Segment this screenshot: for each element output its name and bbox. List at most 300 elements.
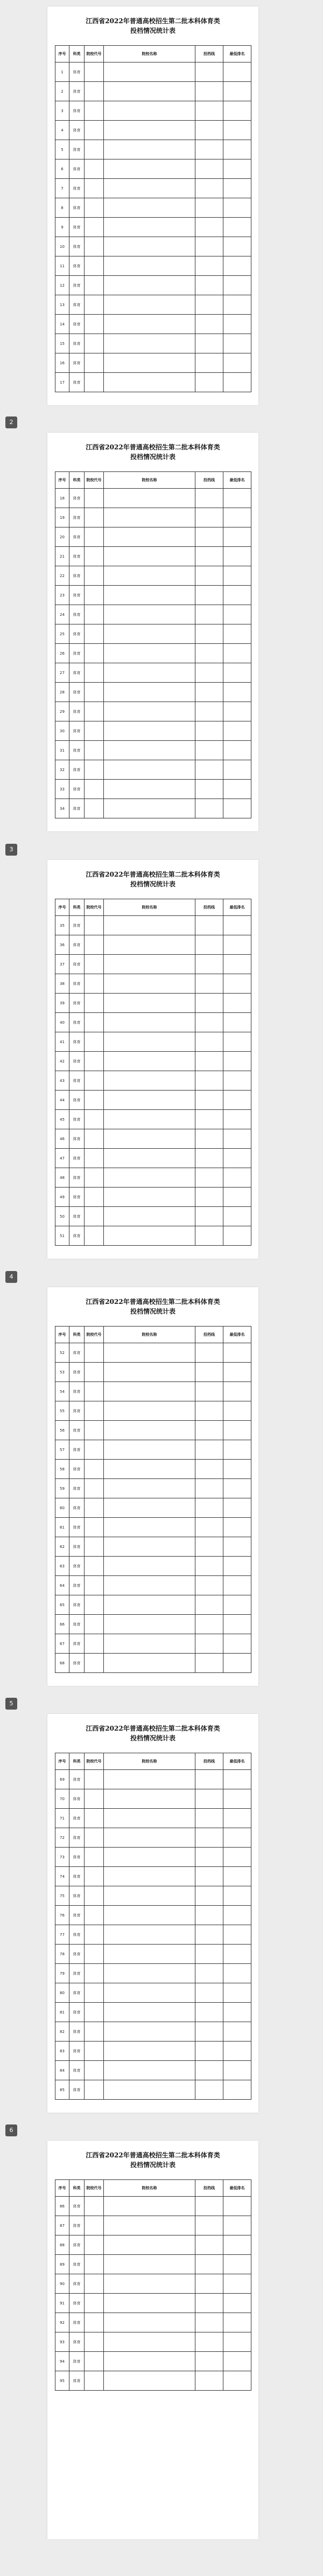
row-score: [195, 1615, 223, 1634]
row-category: 体育: [69, 1363, 85, 1382]
row-category: 体育: [69, 1770, 85, 1789]
title-line-1: 江西省2022年普通高校招生第二批本科体育类: [86, 871, 220, 878]
row-school-name: [104, 1789, 195, 1809]
header-score: 投档线: [195, 2180, 223, 2197]
document-page: [47, 433, 258, 831]
header-category: 科类: [69, 46, 85, 63]
page-number-badge: 5: [5, 1698, 17, 1710]
document-page: [47, 1287, 258, 1686]
row-rank: [223, 1421, 251, 1440]
row-school-name: [104, 994, 195, 1013]
row-school-name: [104, 2042, 195, 2061]
row-score: [195, 489, 223, 508]
row-seq: 90: [55, 2274, 69, 2294]
row-score: [195, 353, 223, 373]
row-seq: 75: [55, 1886, 69, 1906]
admission-table: [55, 899, 251, 1246]
header-score: 投档线: [195, 472, 223, 489]
table-row: [55, 2274, 251, 2294]
row-school-name: [104, 1615, 195, 1634]
row-school-name: [104, 1129, 195, 1149]
table-row: [55, 237, 251, 256]
table-row: [55, 1867, 251, 1886]
row-rank: [223, 2274, 251, 2294]
row-school-name: [104, 121, 195, 140]
row-code: [85, 624, 104, 644]
row-rank: [223, 179, 251, 198]
row-category: 体育: [69, 1149, 85, 1168]
row-rank: [223, 198, 251, 218]
row-category: 体育: [69, 140, 85, 159]
row-seq: 43: [55, 1071, 69, 1091]
row-seq: 82: [55, 2022, 69, 2042]
row-code: [85, 1848, 104, 1867]
header-code: 院校代号: [85, 899, 104, 916]
row-seq: 22: [55, 566, 69, 586]
row-category: 体育: [69, 1557, 85, 1576]
row-seq: 78: [55, 1945, 69, 1964]
row-code: [85, 159, 104, 179]
table-row: [55, 353, 251, 373]
row-score: [195, 1925, 223, 1945]
row-score: [195, 702, 223, 721]
page-title: [47, 442, 258, 462]
row-score: [195, 1479, 223, 1498]
table-row: [55, 1983, 251, 2003]
row-school-name: [104, 1557, 195, 1576]
table-row: [55, 721, 251, 741]
row-category: 体育: [69, 663, 85, 683]
header-seq: 序号: [55, 1327, 69, 1343]
row-school-name: [104, 605, 195, 624]
row-category: 体育: [69, 1809, 85, 1828]
row-score: [195, 2332, 223, 2352]
row-seq: 41: [55, 1032, 69, 1052]
row-school-name: [104, 1886, 195, 1906]
row-seq: 1: [55, 63, 69, 82]
row-school-name: [104, 1498, 195, 1518]
row-rank: [223, 2042, 251, 2061]
row-school-name: [104, 1925, 195, 1945]
row-score: [195, 276, 223, 295]
table-row: [55, 527, 251, 547]
header-code: 院校代号: [85, 2180, 104, 2197]
row-code: [85, 2080, 104, 2100]
table-row: [55, 644, 251, 663]
table-row: [55, 1188, 251, 1207]
row-score: [195, 1576, 223, 1595]
title-line-1: 江西省2022年普通高校招生第二批本科体育类: [86, 2151, 220, 2159]
row-school-name: [104, 1479, 195, 1498]
header-name: 院校名称: [104, 1327, 195, 1343]
row-category: 体育: [69, 547, 85, 566]
row-category: 体育: [69, 2313, 85, 2332]
row-rank: [223, 2352, 251, 2371]
row-code: [85, 2255, 104, 2274]
row-score: [195, 373, 223, 392]
row-rank: [223, 2313, 251, 2332]
row-code: [85, 1188, 104, 1207]
row-rank: [223, 566, 251, 586]
row-rank: [223, 1168, 251, 1188]
row-school-name: [104, 237, 195, 256]
row-category: 体育: [69, 780, 85, 799]
row-seq: 29: [55, 702, 69, 721]
row-category: 体育: [69, 586, 85, 605]
row-code: [85, 121, 104, 140]
table-row: [55, 605, 251, 624]
row-seq: 81: [55, 2003, 69, 2022]
title-line-1: 江西省2022年普通高校招生第二批本科体育类: [86, 1725, 220, 1732]
row-seq: 48: [55, 1168, 69, 1188]
admission-table: [55, 471, 251, 818]
row-category: 体育: [69, 179, 85, 198]
row-seq: 2: [55, 82, 69, 101]
row-seq: 83: [55, 2042, 69, 2061]
row-score: [195, 237, 223, 256]
row-code: [85, 276, 104, 295]
row-category: 体育: [69, 2022, 85, 2042]
row-rank: [223, 1013, 251, 1032]
row-rank: [223, 1925, 251, 1945]
row-category: 体育: [69, 1867, 85, 1886]
row-school-name: [104, 2294, 195, 2313]
row-rank: [223, 1848, 251, 1867]
row-code: [85, 916, 104, 935]
table-row: [55, 489, 251, 508]
table-row: [55, 198, 251, 218]
row-school-name: [104, 1809, 195, 1828]
row-code: [85, 179, 104, 198]
row-seq: 31: [55, 741, 69, 760]
row-school-name: [104, 1848, 195, 1867]
row-rank: [223, 2332, 251, 2352]
row-rank: [223, 760, 251, 780]
page-subtitle: [55, 2172, 258, 2177]
row-category: 体育: [69, 1226, 85, 1246]
row-score: [195, 2042, 223, 2061]
row-score: [195, 1226, 223, 1246]
row-score: [195, 586, 223, 605]
row-category: 体育: [69, 1886, 85, 1906]
row-seq: 57: [55, 1440, 69, 1460]
row-seq: 69: [55, 1770, 69, 1789]
page-subtitle: [55, 891, 258, 897]
row-rank: [223, 702, 251, 721]
row-rank: [223, 373, 251, 392]
row-code: [85, 1595, 104, 1615]
row-rank: [223, 1440, 251, 1460]
row-school-name: [104, 218, 195, 237]
row-seq: 59: [55, 1479, 69, 1498]
row-seq: 72: [55, 1828, 69, 1848]
row-category: 体育: [69, 489, 85, 508]
row-seq: 71: [55, 1809, 69, 1828]
table-row: [55, 780, 251, 799]
row-score: [195, 1789, 223, 1809]
row-rank: [223, 1460, 251, 1479]
row-school-name: [104, 1401, 195, 1421]
row-category: 体育: [69, 63, 85, 82]
row-school-name: [104, 1188, 195, 1207]
row-seq: 15: [55, 334, 69, 353]
row-category: 体育: [69, 508, 85, 527]
row-code: [85, 1576, 104, 1595]
row-code: [85, 1518, 104, 1537]
row-rank: [223, 974, 251, 994]
header-rank: 最低排名: [223, 2180, 251, 2197]
row-rank: [223, 101, 251, 121]
row-code: [85, 1052, 104, 1071]
row-rank: [223, 1886, 251, 1906]
row-seq: 34: [55, 799, 69, 818]
row-code: [85, 2216, 104, 2235]
row-category: 体育: [69, 1382, 85, 1401]
row-rank: [223, 799, 251, 818]
header-code: 院校代号: [85, 46, 104, 63]
row-school-name: [104, 1867, 195, 1886]
page-subtitle: [55, 1318, 258, 1324]
row-score: [195, 2197, 223, 2216]
row-rank: [223, 2080, 251, 2100]
row-score: [195, 1945, 223, 1964]
row-code: [85, 373, 104, 392]
row-school-name: [104, 2061, 195, 2080]
row-school-name: [104, 1634, 195, 1654]
table-row: [55, 140, 251, 159]
row-code: [85, 1129, 104, 1149]
header-seq: 序号: [55, 46, 69, 63]
admission-table: [55, 1753, 251, 2100]
row-school-name: [104, 179, 195, 198]
row-score: [195, 2274, 223, 2294]
row-seq: 32: [55, 760, 69, 780]
row-category: 体育: [69, 2332, 85, 2352]
row-code: [85, 1032, 104, 1052]
row-code: [85, 256, 104, 276]
table-row: [55, 1071, 251, 1091]
row-score: [195, 2080, 223, 2100]
table-header-row: [55, 472, 251, 489]
row-code: [85, 974, 104, 994]
row-score: [195, 1460, 223, 1479]
row-seq: 13: [55, 295, 69, 315]
row-rank: [223, 1207, 251, 1226]
row-category: 体育: [69, 799, 85, 818]
row-rank: [223, 63, 251, 82]
table-header-row: [55, 1753, 251, 1770]
row-seq: 25: [55, 624, 69, 644]
row-seq: 40: [55, 1013, 69, 1032]
row-rank: [223, 1129, 251, 1149]
row-school-name: [104, 547, 195, 566]
row-code: [85, 2061, 104, 2080]
row-school-name: [104, 1945, 195, 1964]
row-seq: 76: [55, 1906, 69, 1925]
table-row: [55, 1479, 251, 1498]
table-row: [55, 663, 251, 683]
table-row: [55, 955, 251, 974]
row-seq: 85: [55, 2080, 69, 2100]
row-school-name: [104, 276, 195, 295]
row-school-name: [104, 721, 195, 741]
row-category: 体育: [69, 1906, 85, 1925]
row-code: [85, 1071, 104, 1091]
table-row: [55, 1518, 251, 1537]
row-rank: [223, 1343, 251, 1363]
row-score: [195, 994, 223, 1013]
row-rank: [223, 605, 251, 624]
row-code: [85, 1440, 104, 1460]
header-code: 院校代号: [85, 472, 104, 489]
page-title: [47, 2150, 258, 2170]
row-category: 体育: [69, 1983, 85, 2003]
row-school-name: [104, 2332, 195, 2352]
row-seq: 51: [55, 1226, 69, 1246]
row-seq: 60: [55, 1498, 69, 1518]
row-code: [85, 2022, 104, 2042]
row-school-name: [104, 683, 195, 702]
row-code: [85, 1401, 104, 1421]
table-row: [55, 1091, 251, 1110]
row-seq: 92: [55, 2313, 69, 2332]
row-category: 体育: [69, 1595, 85, 1615]
row-category: 体育: [69, 1945, 85, 1964]
row-school-name: [104, 198, 195, 218]
row-score: [195, 2022, 223, 2042]
table-row: [55, 1440, 251, 1460]
page-subtitle: [55, 1745, 258, 1751]
row-score: [195, 1207, 223, 1226]
row-school-name: [104, 663, 195, 683]
row-code: [85, 702, 104, 721]
row-code: [85, 1945, 104, 1964]
row-score: [195, 82, 223, 101]
title-line-1: 江西省2022年普通高校招生第二批本科体育类: [86, 17, 220, 25]
table-row: [55, 916, 251, 935]
row-code: [85, 760, 104, 780]
row-rank: [223, 527, 251, 547]
row-school-name: [104, 256, 195, 276]
table-row: [55, 2371, 251, 2391]
row-school-name: [104, 935, 195, 955]
row-category: 体育: [69, 566, 85, 586]
row-code: [85, 1207, 104, 1226]
row-code: [85, 1654, 104, 1673]
row-code: [85, 799, 104, 818]
row-score: [195, 2255, 223, 2274]
table-row: [55, 315, 251, 334]
row-seq: 17: [55, 373, 69, 392]
table-row: [55, 624, 251, 644]
row-code: [85, 780, 104, 799]
admission-table: [55, 2179, 251, 2391]
row-code: [85, 1828, 104, 1848]
row-code: [85, 1498, 104, 1518]
row-school-name: [104, 101, 195, 121]
row-school-name: [104, 1343, 195, 1363]
row-code: [85, 508, 104, 527]
row-category: 体育: [69, 994, 85, 1013]
header-name: 院校名称: [104, 1753, 195, 1770]
row-score: [195, 1557, 223, 1576]
row-code: [85, 2197, 104, 2216]
row-school-name: [104, 1770, 195, 1789]
row-seq: 67: [55, 1634, 69, 1654]
row-seq: 58: [55, 1460, 69, 1479]
table-row: [55, 1013, 251, 1032]
row-score: [195, 760, 223, 780]
row-category: 体育: [69, 1032, 85, 1052]
row-score: [195, 2216, 223, 2235]
table-row: [55, 935, 251, 955]
row-score: [195, 1983, 223, 2003]
row-school-name: [104, 508, 195, 527]
row-code: [85, 1983, 104, 2003]
table-row: [55, 1498, 251, 1518]
row-school-name: [104, 2216, 195, 2235]
row-seq: 18: [55, 489, 69, 508]
row-rank: [223, 1867, 251, 1886]
table-row: [55, 1945, 251, 1964]
table-row: [55, 702, 251, 721]
table-row: [55, 1809, 251, 1828]
row-school-name: [104, 1440, 195, 1460]
row-score: [195, 663, 223, 683]
row-score: [195, 1595, 223, 1615]
table-row: [55, 1149, 251, 1168]
table-row: [55, 974, 251, 994]
row-rank: [223, 121, 251, 140]
title-line-2: 投档情况统计表: [130, 27, 175, 34]
row-code: [85, 1013, 104, 1032]
header-score: 投档线: [195, 899, 223, 916]
row-rank: [223, 721, 251, 741]
row-seq: 4: [55, 121, 69, 140]
row-seq: 8: [55, 198, 69, 218]
table-row: [55, 547, 251, 566]
row-school-name: [104, 2080, 195, 2100]
row-rank: [223, 1906, 251, 1925]
row-category: 体育: [69, 741, 85, 760]
row-code: [85, 994, 104, 1013]
row-rank: [223, 1537, 251, 1557]
row-seq: 56: [55, 1421, 69, 1440]
row-category: 体育: [69, 1207, 85, 1226]
row-code: [85, 566, 104, 586]
row-school-name: [104, 315, 195, 334]
row-rank: [223, 683, 251, 702]
row-score: [195, 1110, 223, 1129]
admission-table: [55, 1326, 251, 1673]
header-code: 院校代号: [85, 1753, 104, 1770]
row-rank: [223, 159, 251, 179]
row-seq: 45: [55, 1110, 69, 1129]
row-rank: [223, 935, 251, 955]
row-rank: [223, 295, 251, 315]
row-rank: [223, 1576, 251, 1595]
row-seq: 66: [55, 1615, 69, 1634]
table-row: [55, 2022, 251, 2042]
row-seq: 65: [55, 1595, 69, 1615]
row-seq: 63: [55, 1557, 69, 1576]
row-seq: 30: [55, 721, 69, 741]
row-rank: [223, 1363, 251, 1382]
row-school-name: [104, 2255, 195, 2274]
row-score: [195, 799, 223, 818]
row-code: [85, 1557, 104, 1576]
row-rank: [223, 1382, 251, 1401]
